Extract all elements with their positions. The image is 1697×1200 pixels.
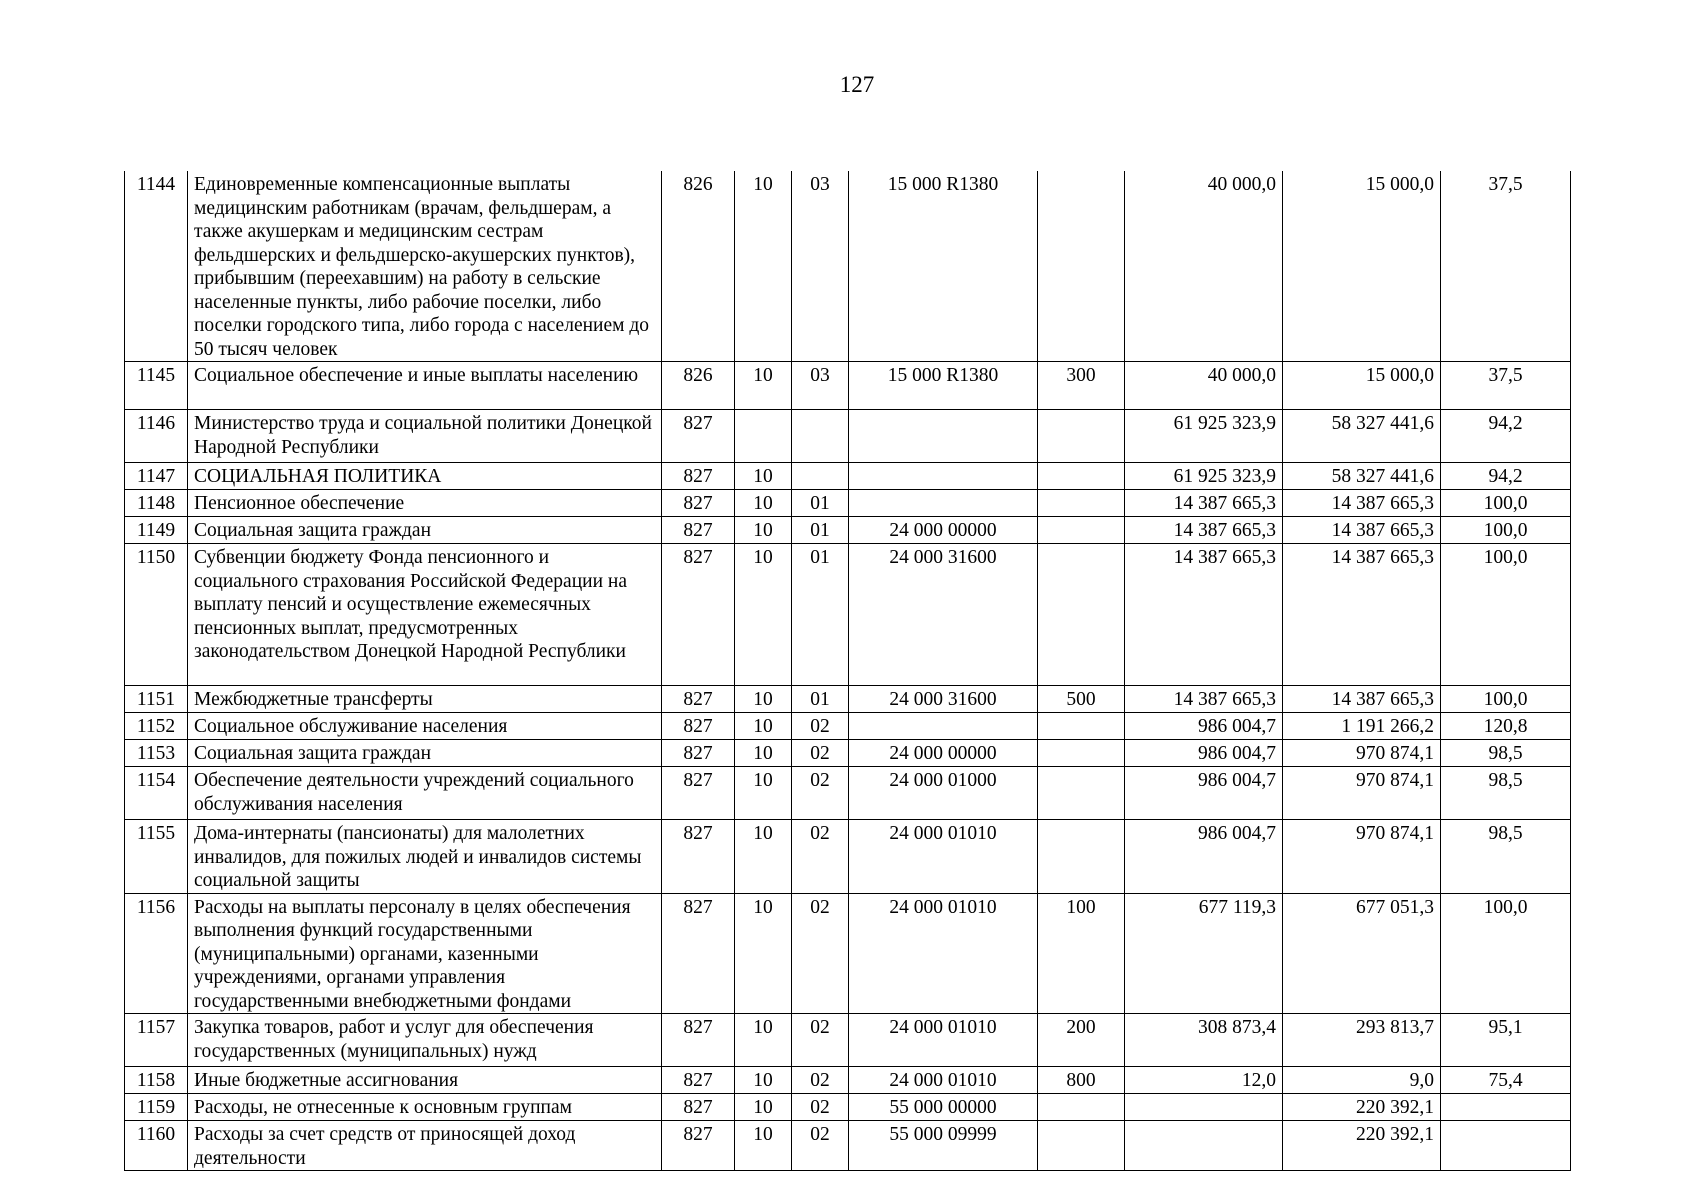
row-percent: 98,5 <box>1441 820 1571 894</box>
row-number: 1145 <box>125 362 188 410</box>
row-rz <box>735 410 792 463</box>
table-row <box>125 544 1571 686</box>
row-percent: 94,2 <box>1441 463 1571 490</box>
row-fact: 1 191 266,2 <box>1283 713 1441 740</box>
row-ved: 826 <box>662 362 735 410</box>
row-rz: 10 <box>735 767 792 820</box>
row-number: 1147 <box>125 463 188 490</box>
row-csr: 24 000 00000 <box>849 517 1038 544</box>
row-pr: 01 <box>792 686 849 713</box>
row-fact: 293 813,7 <box>1283 1014 1441 1067</box>
row-vr <box>1038 740 1125 767</box>
row-rz: 10 <box>735 490 792 517</box>
row-plan: 14 387 665,3 <box>1125 490 1283 517</box>
table-row <box>125 740 1571 767</box>
row-rz: 10 <box>735 1067 792 1094</box>
row-csr: 55 000 00000 <box>849 1094 1038 1121</box>
row-csr <box>849 490 1038 517</box>
row-number: 1156 <box>125 893 188 1014</box>
row-ved: 827 <box>662 490 735 517</box>
row-name: Закупка товаров, работ и услуг для обеспечения государственных (муниципальных) нужд <box>188 1014 662 1067</box>
row-ved: 827 <box>662 410 735 463</box>
row-csr: 24 000 00000 <box>849 740 1038 767</box>
table-row <box>125 713 1571 740</box>
row-fact: 58 327 441,6 <box>1283 463 1441 490</box>
row-csr: 55 000 09999 <box>849 1121 1038 1171</box>
row-pr <box>792 410 849 463</box>
row-name: Субвенции бюджету Фонда пенсионного и социального страхования Российской Федерации на выплату пенсий и осуществление ежемесячных пенсионных выплат, предусмотренных законодательством Донецкой Народной Республики <box>188 544 662 686</box>
row-percent: 94,2 <box>1441 410 1571 463</box>
row-vr <box>1038 410 1125 463</box>
row-percent: 120,8 <box>1441 713 1571 740</box>
row-rz: 10 <box>735 686 792 713</box>
row-csr: 24 000 31600 <box>849 544 1038 686</box>
row-plan: 14 387 665,3 <box>1125 517 1283 544</box>
row-ved: 827 <box>662 517 735 544</box>
row-ved: 827 <box>662 1094 735 1121</box>
row-number: 1158 <box>125 1067 188 1094</box>
row-fact: 970 874,1 <box>1283 767 1441 820</box>
row-plan: 986 004,7 <box>1125 767 1283 820</box>
row-pr: 02 <box>792 713 849 740</box>
row-pr: 02 <box>792 767 849 820</box>
row-number: 1149 <box>125 517 188 544</box>
row-number: 1155 <box>125 820 188 894</box>
row-pr <box>792 463 849 490</box>
row-number: 1159 <box>125 1094 188 1121</box>
row-percent: 100,0 <box>1441 544 1571 686</box>
row-plan: 986 004,7 <box>1125 820 1283 894</box>
row-name: Расходы на выплаты персоналу в целях обеспечения выполнения функций государственными (муниципальными) органами, казенными учреждениями, органами управления государственными внебюджетными фондами <box>188 893 662 1014</box>
row-plan: 677 119,3 <box>1125 893 1283 1014</box>
row-ved: 827 <box>662 463 735 490</box>
row-ved: 827 <box>662 1067 735 1094</box>
row-ved: 827 <box>662 767 735 820</box>
row-csr: 24 000 31600 <box>849 686 1038 713</box>
row-ved: 827 <box>662 1014 735 1067</box>
row-fact: 970 874,1 <box>1283 820 1441 894</box>
row-plan: 61 925 323,9 <box>1125 463 1283 490</box>
row-vr <box>1038 820 1125 894</box>
row-csr: 15 000 R1380 <box>849 171 1038 362</box>
row-number: 1160 <box>125 1121 188 1171</box>
row-rz: 10 <box>735 544 792 686</box>
row-name: Межбюджетные трансферты <box>188 686 662 713</box>
row-plan: 986 004,7 <box>1125 713 1283 740</box>
row-rz: 10 <box>735 171 792 362</box>
row-number: 1146 <box>125 410 188 463</box>
row-plan: 40 000,0 <box>1125 362 1283 410</box>
row-fact: 14 387 665,3 <box>1283 544 1441 686</box>
row-pr: 02 <box>792 1067 849 1094</box>
row-rz: 10 <box>735 740 792 767</box>
row-percent: 100,0 <box>1441 893 1571 1014</box>
table-row <box>125 490 1571 517</box>
row-vr <box>1038 544 1125 686</box>
row-name: Социальная защита граждан <box>188 740 662 767</box>
row-fact: 220 392,1 <box>1283 1094 1441 1121</box>
row-name: Социальная защита граждан <box>188 517 662 544</box>
row-fact: 677 051,3 <box>1283 893 1441 1014</box>
row-name: Единовременные компенсационные выплаты медицинским работникам (врачам, фельдшерам, а также акушеркам и медицинским сестрам фельдшерских и фельдшерско-акушерских пунктов), прибывшим (переехавшим) на работу в сельские населенные пункты, либо рабочие поселки, либо поселки городского типа, либо города с населением до 50 тысяч человек <box>188 171 662 362</box>
table-row <box>125 1067 1571 1094</box>
row-name: Расходы за счет средств от приносящей доход деятельности <box>188 1121 662 1171</box>
row-pr: 02 <box>792 1014 849 1067</box>
row-percent: 98,5 <box>1441 767 1571 820</box>
row-number: 1151 <box>125 686 188 713</box>
row-pr: 01 <box>792 544 849 686</box>
row-fact: 15 000,0 <box>1283 362 1441 410</box>
row-vr: 500 <box>1038 686 1125 713</box>
row-percent <box>1441 1121 1571 1171</box>
row-plan: 12,0 <box>1125 1067 1283 1094</box>
row-rz: 10 <box>735 713 792 740</box>
row-fact: 58 327 441,6 <box>1283 410 1441 463</box>
row-ved: 827 <box>662 544 735 686</box>
row-fact: 14 387 665,3 <box>1283 490 1441 517</box>
row-ved: 827 <box>662 820 735 894</box>
row-ved: 827 <box>662 893 735 1014</box>
row-csr <box>849 410 1038 463</box>
page-number: 127 <box>839 72 875 97</box>
row-name: Социальное обеспечение и иные выплаты населению <box>188 362 662 410</box>
table-row <box>125 171 1571 362</box>
row-csr: 24 000 01000 <box>849 767 1038 820</box>
row-plan: 61 925 323,9 <box>1125 410 1283 463</box>
row-csr: 15 000 R1380 <box>849 362 1038 410</box>
row-percent: 37,5 <box>1441 171 1571 362</box>
row-percent: 98,5 <box>1441 740 1571 767</box>
table-row <box>125 820 1571 894</box>
row-pr: 02 <box>792 740 849 767</box>
row-vr <box>1038 1121 1125 1171</box>
row-rz: 10 <box>735 893 792 1014</box>
row-number: 1154 <box>125 767 188 820</box>
table-row <box>125 1014 1571 1067</box>
row-number: 1144 <box>125 171 188 362</box>
row-plan <box>1125 1094 1283 1121</box>
row-fact: 15 000,0 <box>1283 171 1441 362</box>
row-vr: 800 <box>1038 1067 1125 1094</box>
row-percent: 37,5 <box>1441 362 1571 410</box>
row-plan <box>1125 1121 1283 1171</box>
row-vr: 200 <box>1038 1014 1125 1067</box>
table-row <box>125 362 1571 410</box>
row-percent: 100,0 <box>1441 686 1571 713</box>
row-percent <box>1441 1094 1571 1121</box>
row-rz: 10 <box>735 1094 792 1121</box>
row-name: Расходы, не отнесенные к основным группам <box>188 1094 662 1121</box>
row-vr <box>1038 713 1125 740</box>
row-plan: 14 387 665,3 <box>1125 686 1283 713</box>
row-fact: 220 392,1 <box>1283 1121 1441 1171</box>
table-row <box>125 463 1571 490</box>
row-percent: 75,4 <box>1441 1067 1571 1094</box>
row-plan: 308 873,4 <box>1125 1014 1283 1067</box>
row-ved: 826 <box>662 171 735 362</box>
row-name: Обеспечение деятельности учреждений социального обслуживания населения <box>188 767 662 820</box>
row-fact: 14 387 665,3 <box>1283 686 1441 713</box>
row-csr: 24 000 01010 <box>849 1014 1038 1067</box>
table-row <box>125 1121 1571 1171</box>
row-vr <box>1038 517 1125 544</box>
row-rz: 10 <box>735 820 792 894</box>
row-ved: 827 <box>662 740 735 767</box>
row-number: 1152 <box>125 713 188 740</box>
row-pr: 01 <box>792 490 849 517</box>
row-ved: 827 <box>662 686 735 713</box>
row-csr <box>849 713 1038 740</box>
row-name: СОЦИАЛЬНАЯ ПОЛИТИКА <box>188 463 662 490</box>
budget-table <box>124 171 1571 1171</box>
table-row <box>125 686 1571 713</box>
row-percent: 100,0 <box>1441 517 1571 544</box>
row-vr <box>1038 463 1125 490</box>
row-name: Министерство труда и социальной политики Донецкой Народной Республики <box>188 410 662 463</box>
row-rz: 10 <box>735 463 792 490</box>
row-plan: 986 004,7 <box>1125 740 1283 767</box>
row-csr <box>849 463 1038 490</box>
row-ved: 827 <box>662 713 735 740</box>
row-name: Пенсионное обеспечение <box>188 490 662 517</box>
row-fact: 14 387 665,3 <box>1283 517 1441 544</box>
table-row <box>125 767 1571 820</box>
row-vr <box>1038 171 1125 362</box>
row-number: 1148 <box>125 490 188 517</box>
row-rz: 10 <box>735 1121 792 1171</box>
row-plan: 14 387 665,3 <box>1125 544 1283 686</box>
row-rz: 10 <box>735 517 792 544</box>
row-number: 1150 <box>125 544 188 686</box>
row-name: Иные бюджетные ассигнования <box>188 1067 662 1094</box>
row-csr: 24 000 01010 <box>849 820 1038 894</box>
row-pr: 02 <box>792 820 849 894</box>
row-pr: 03 <box>792 362 849 410</box>
row-vr: 300 <box>1038 362 1125 410</box>
row-pr: 02 <box>792 1094 849 1121</box>
row-vr: 100 <box>1038 893 1125 1014</box>
row-vr <box>1038 490 1125 517</box>
row-name: Дома-интернаты (пансионаты) для малолетних инвалидов, для пожилых людей и инвалидов системы социальной защиты <box>188 820 662 894</box>
budget-table-body <box>125 171 1571 1171</box>
row-pr: 03 <box>792 171 849 362</box>
row-pr: 02 <box>792 893 849 1014</box>
row-pr: 01 <box>792 517 849 544</box>
row-vr <box>1038 1094 1125 1121</box>
row-vr <box>1038 767 1125 820</box>
table-row <box>125 410 1571 463</box>
row-fact: 9,0 <box>1283 1067 1441 1094</box>
row-csr: 24 000 01010 <box>849 1067 1038 1094</box>
row-rz: 10 <box>735 1014 792 1067</box>
table-row <box>125 893 1571 1014</box>
row-pr: 02 <box>792 1121 849 1171</box>
row-percent: 100,0 <box>1441 490 1571 517</box>
row-rz: 10 <box>735 362 792 410</box>
row-percent: 95,1 <box>1441 1014 1571 1067</box>
row-number: 1153 <box>125 740 188 767</box>
row-fact: 970 874,1 <box>1283 740 1441 767</box>
row-number: 1157 <box>125 1014 188 1067</box>
row-plan: 40 000,0 <box>1125 171 1283 362</box>
row-csr: 24 000 01010 <box>849 893 1038 1014</box>
table-row <box>125 1094 1571 1121</box>
table-row <box>125 517 1571 544</box>
row-ved: 827 <box>662 1121 735 1171</box>
row-name: Социальное обслуживание населения <box>188 713 662 740</box>
